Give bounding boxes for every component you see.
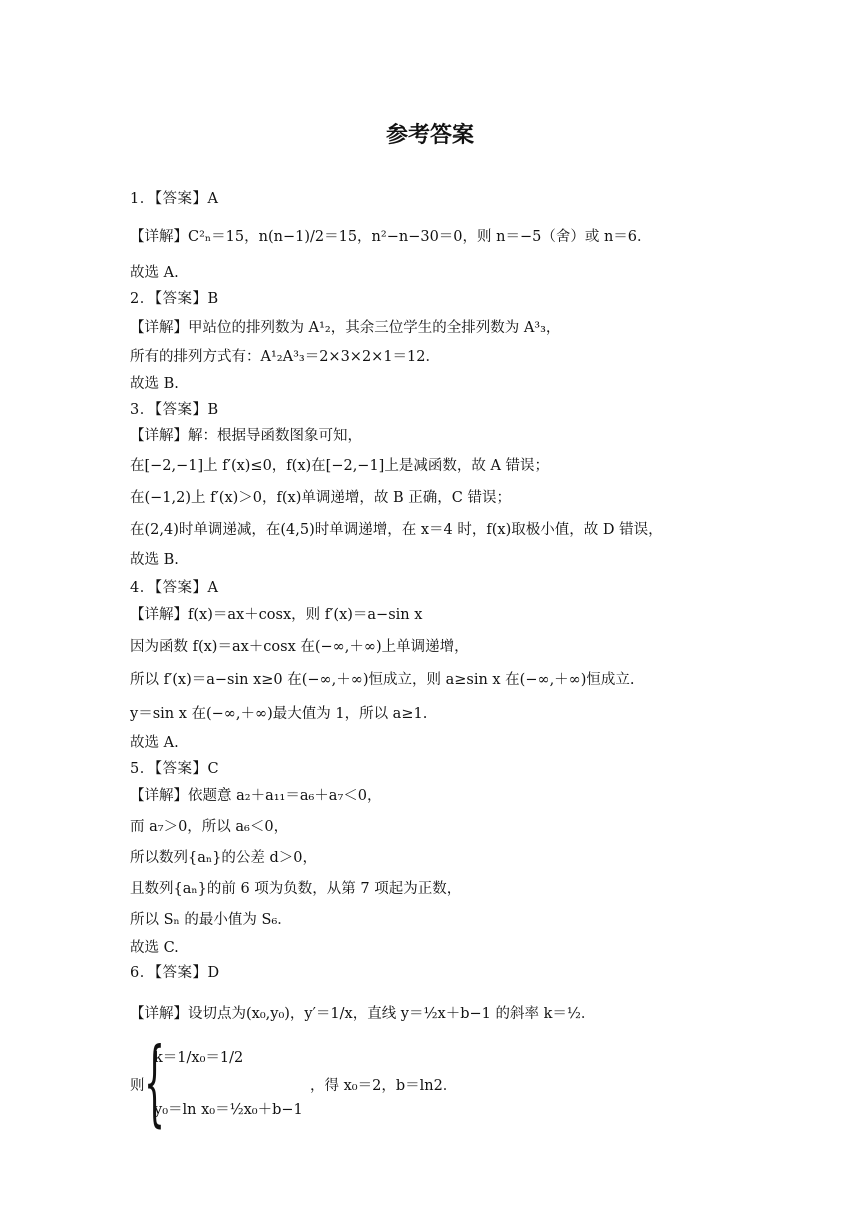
explanation-line: 所有的排列方式有：A¹₂A³₃＝2×3×2×1＝12． [130,349,440,365]
explanation-line: 【详解】甲站位的排列数为 A¹₂，其余三位学生的全排列数为 A³₃， [130,320,561,336]
explanation-line: 在(2,4)时单调递减，在(4,5)时单调递增，在 x＝4 时，f(x)取极小值，故 D 错误， [130,522,663,538]
explanation-line: 所以 f′(x)＝a−sin x≥0 在(−∞,＋∞)恒成立，则 a≥sin x 在(−∞,＋∞)恒成立. [130,672,635,688]
answer-heading: 1．【答案】A [130,191,219,207]
explanation-line: 在[−2,−1]上 f′(x)≤0，f(x)在[−2,−1]上是减函数，故 A 错误； [130,458,550,474]
explanation-line: 【详解】f(x)＝ax＋cosx，则 f′(x)＝a−sin x [130,607,423,623]
explanation-line: 所以 Sₙ 的最小值为 S₆． [130,912,292,928]
explanation-line: 【详解】依题意 a₂＋a₁₁＝a₆＋a₇＜0， [130,788,382,804]
conclusion-line: 故选 B. [130,552,179,568]
explanation-line: 【详解】解：根据导函数图象可知， [130,428,362,444]
system-row-2: y₀＝ln x₀＝½x₀＋b−1 [154,1102,303,1118]
answer-heading: 5．【答案】C [130,761,220,777]
page-title: 参考答案 [385,123,474,148]
explanation-line: 而 a₇＞0，所以 a₆＜0， [130,819,289,835]
answer-heading: 2．【答案】B [130,291,219,307]
explanation-line: 所以数列{aₙ}的公差 d＞0， [130,850,317,866]
equation-system [130,1028,550,1137]
conclusion-line: 故选 B. [130,376,179,392]
explanation-line: 在(−1,2)上 f′(x)＞0，f(x)单调递增，故 B 正确，C 错误； [130,490,511,506]
conclusion-line: 故选 C. [130,940,179,956]
conclusion-line: 故选 A. [130,265,179,281]
explanation-line: y＝sin x 在(−∞,＋∞)最大值为 1，所以 a≥1. [130,706,428,722]
conclusion-line: 故选 A. [130,735,179,751]
system-result: ，得 x₀＝2，b＝ln2． [310,1078,458,1094]
system-row-1: k＝1/x₀＝1/2 [154,1050,244,1066]
explanation-line: 因为函数 f(x)＝ax＋cosx 在(−∞,＋∞)上单调递增， [130,639,469,655]
answer-heading: 6．【答案】D [130,965,220,981]
explanation-line: 且数列{aₙ}的前 6 项为负数，从第 7 项起为正数， [130,881,462,897]
left-brace-icon: { [144,1028,165,1137]
answer-heading: 3．【答案】B [130,402,219,418]
answer-heading: 4．【答案】A [130,580,219,596]
explanation-line: 【详解】C²ₙ＝15，n(n−1)/2＝15，n²−n−30＝0，则 n＝−5（舍）或 n＝6． [130,229,652,245]
system-prefix: 则 [130,1078,145,1094]
explanation-line: 【详解】设切点为(x₀,y₀)，y′＝1/x，直线 y＝½x＋b−1 的斜率 k＝½． [130,1006,596,1022]
